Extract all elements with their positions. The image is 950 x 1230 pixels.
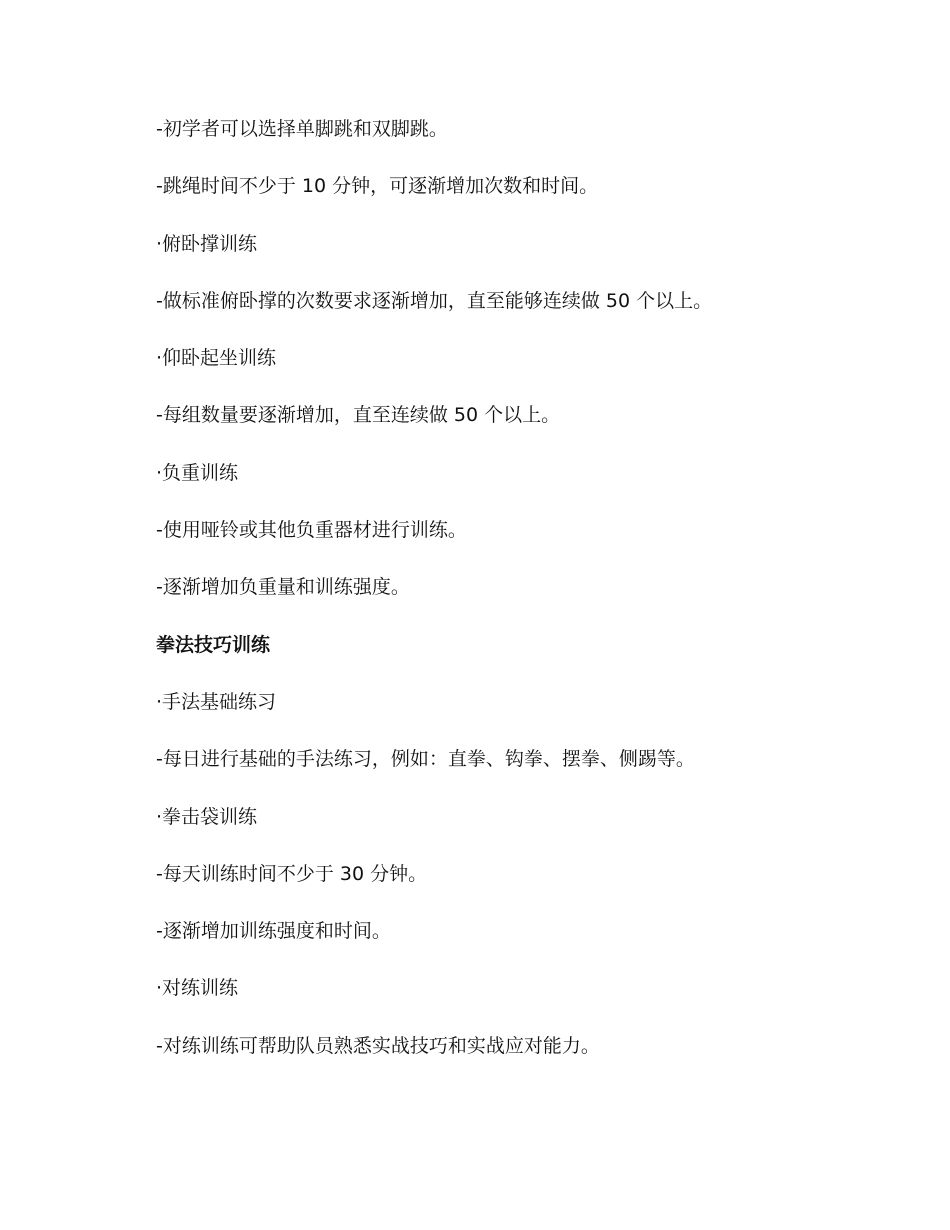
section-heading-punch-technique: 拳法技巧训练: [156, 633, 271, 656]
sub-item-bag-intensity: -逐渐增加训练强度和时间。: [156, 920, 391, 943]
sub-item-situp-count: -每组数量要逐渐增加，直至连续做 50 个以上。: [156, 404, 561, 427]
document-body: [156, 112, 916, 1086]
bullet-hand-basics: ·手法基础练习: [156, 690, 277, 713]
bullet-situp-training: ·仰卧起坐训练: [156, 347, 277, 370]
sub-item-weight-equipment: -使用哑铃或其他负重器材进行训练。: [156, 519, 467, 542]
sub-item-bag-duration: -每天训练时间不少于 30 分钟。: [156, 862, 428, 885]
bullet-weight-training: ·负重训练: [156, 461, 239, 484]
bullet-pushup-training: ·俯卧撑训练: [156, 232, 258, 255]
bullet-sparring: ·对练训练: [156, 977, 239, 1000]
sub-item-sparring-benefit: -对练训练可帮助队员熟悉实战技巧和实战应对能力。: [156, 1034, 600, 1057]
sub-item-pushup-count: -做标准俯卧撑的次数要求逐渐增加，直至能够连续做 50 个以上。: [156, 289, 713, 312]
sub-item-hand-basics-daily: -每日进行基础的手法练习，例如：直拳、钩拳、摆拳、侧踢等。: [156, 748, 695, 771]
sub-item-jump-duration: -跳绳时间不少于 10 分钟，可逐渐增加次数和时间。: [156, 175, 599, 198]
bullet-punching-bag: ·拳击袋训练: [156, 805, 258, 828]
sub-item-jump-style: -初学者可以选择单脚跳和双脚跳。: [156, 118, 448, 140]
sub-item-weight-intensity: -逐渐增加负重量和训练强度。: [156, 576, 410, 599]
